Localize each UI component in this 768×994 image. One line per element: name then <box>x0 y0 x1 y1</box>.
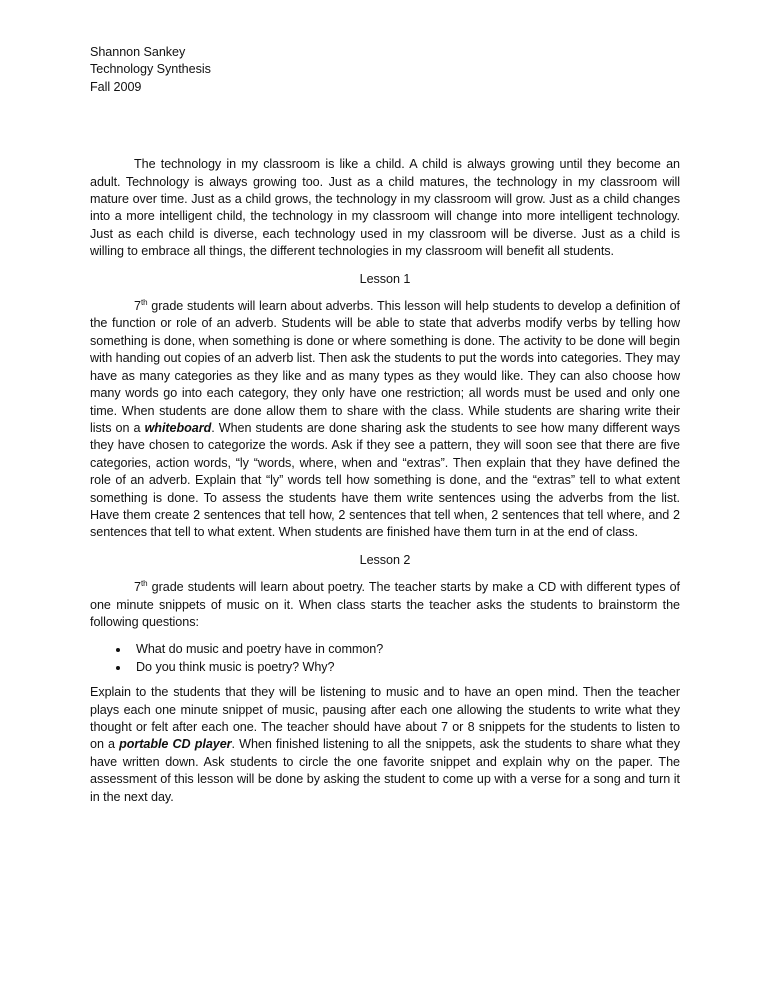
intro-paragraph: The technology in my classroom is like a child. A child is always growing until they become an adult. Technology is always growing too. Just as a child matures, the technology in my classroom will mature over time. Just as a child grows, the technology in my classroom will grow. Just as a child changes into a more intelligent child, the technology in my classroom will change into more intelligent technology. Just as each child is diverse, each technology used in my classroom will be diverse. Just as a child is willing to embrace all things, the different technologies in my classroom will benefit all students. <box>90 157 680 259</box>
author-name: Shannon Sankey <box>90 45 186 59</box>
lesson-1-technology: whiteboard <box>144 420 212 435</box>
lesson-2-text-part-1: grade students will learn about poetry. The teacher starts by make a CD with different types of one minute snippets of music on it. When class starts the teacher asks the students to brainstorm the following questions: <box>90 580 680 629</box>
lesson-1-grade-suffix: th <box>140 297 148 307</box>
document-body <box>90 44 680 806</box>
question-list <box>90 641 680 676</box>
bullet-icon <box>116 648 120 652</box>
term: Fall 2009 <box>90 79 142 94</box>
question-item <box>106 659 680 676</box>
question-text: Do you think music is poetry? Why? <box>136 659 335 674</box>
question-text: What do music and poetry have in common? <box>136 642 384 657</box>
lesson-2-grade-suffix: th <box>140 578 148 588</box>
lesson-1-text-part-2: . When students are done sharing ask the students to see how many different ways they have chosen to categorize the words. Ask if they see a pattern, they will soon see that there are five categories, action words, “ly “words, where, when and “extras”. Then explain that they have defined the role of an adverb. Explain that “ly” words tell how something is done, and the “extras” tell to what extent something is done. To assess the students have them write sentences using the adverbs from the list. Have them create 2 sentences that tell how, 2 sentences that tell when, 2 sentences that tell where, and 2 sentences that tell to what extent. When students are finished have them turn in at the end of class. <box>90 420 681 540</box>
question-item <box>106 641 680 658</box>
lesson-2-activity-paragraph <box>90 684 680 806</box>
lesson-2-title: Lesson 2 <box>359 552 411 567</box>
lesson-2-paragraph <box>90 579 680 631</box>
lesson-2-text-part-3: . When finished listening to all the snippets, ask the students to share what they have written down. Ask students to circle the one favorite snippet and explain why on the paper. The assessment of this lesson will be done by asking the student to come up with a verse for a song and turn it in the next day. <box>90 737 680 804</box>
bullet-icon <box>116 666 120 670</box>
lesson-1-paragraph <box>90 298 680 542</box>
lesson-2-technology: portable CD player <box>119 737 232 752</box>
lesson-2-grade-number: 7 <box>134 580 141 595</box>
lesson-1-grade-number: 7 <box>134 299 141 314</box>
lesson-2-text-part-2: Explain to the students that they will be listening to music and to have an open mind. Then the teacher plays each one minute snippet of music, pausing after each one allowing the students to write what they thought or felt after each one. The teacher should have about 7 or 8 snippets for the students to listen to on a <box>90 685 680 752</box>
course-title: Technology Synthesis <box>90 62 211 77</box>
lesson-1-title: Lesson 1 <box>359 271 411 286</box>
lesson-1-text-part-1: grade students will learn about adverbs. This lesson will help students to develop a definition of the function or role of an adverb. Students will be able to state that adverbs modify verbs by telling how something is done, when something is done or where something is done. The activity to be done will begin with handing out copies of an adverb list. Then ask the students to put the words into categories. They may have as many categories as they like and as many types as they would like. They can also choose how many words go into each category, they only have one restriction; all words must be used and only one time. When students are done allow them to share with the class. While students are sharing write their lists on a <box>90 299 680 435</box>
